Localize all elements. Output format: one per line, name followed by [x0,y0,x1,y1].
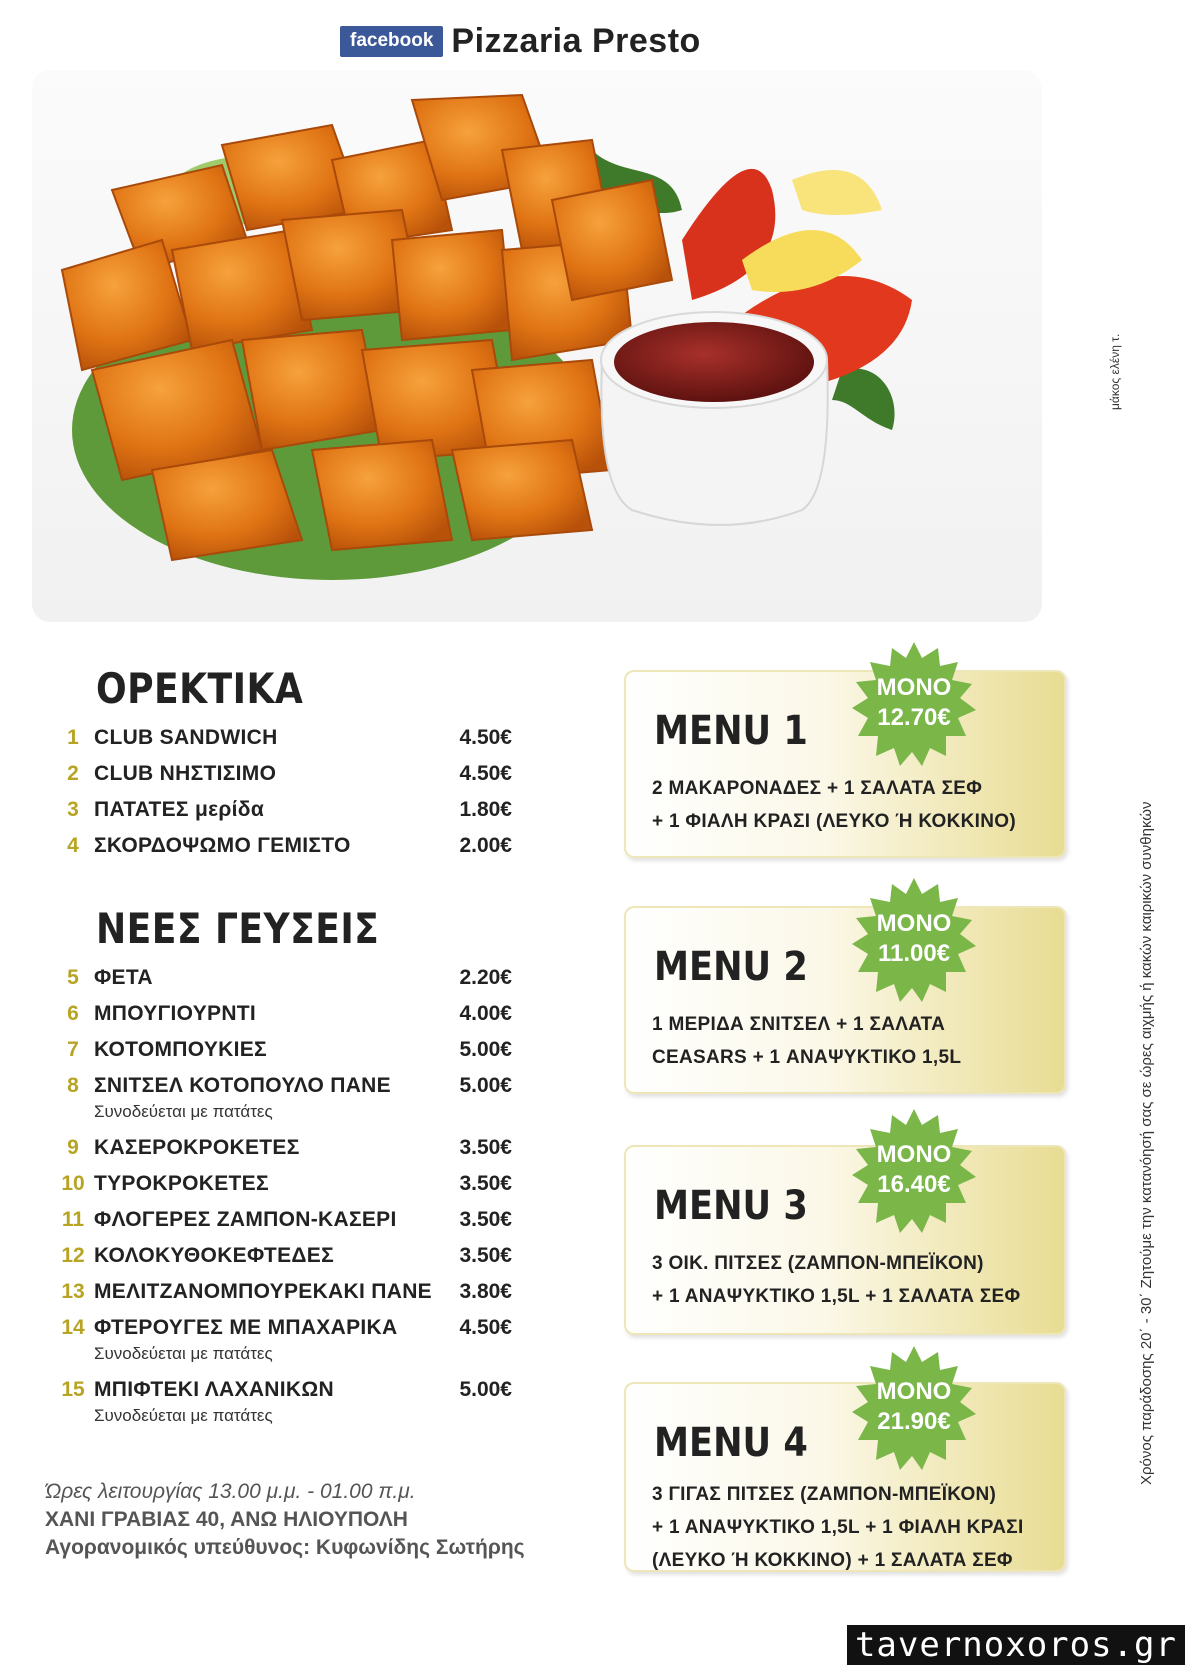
menu-line: + 1 ΑΝΑΨΥΚΤΙΚΟ 1,5L + 1 ΣΑΛΑΤΑ ΣΕΦ [652,1286,1021,1307]
item-name: CLUB ΝΗΣΤΙΣΙΜΟ [94,762,277,785]
item-name: ΦΛΟΓΕΡΕΣ ΖΑΜΠΟΝ-ΚΑΣΕΡΙ [94,1208,397,1231]
food-photo [32,70,1042,622]
price-badge [850,876,978,1004]
item-number: 5 [67,966,79,989]
menu-item [52,1074,512,1122]
chicken-nuggets-illustration [32,70,1042,622]
item-note: Συνοδεύεται με πατάτες [94,1102,273,1121]
menu-combo-1[interactable] [624,670,1066,858]
badge-price: 12.70€ [877,704,951,731]
price-badge [850,640,978,768]
menu-title: MENU 4 [654,1420,808,1466]
photo-credit: μάκος ελένη τ. [1108,333,1122,410]
item-price: 3.50€ [459,1244,512,1267]
item-name: ΚΑΣΕΡΟΚΡΟΚΕΤΕΣ [94,1136,300,1159]
item-price: 3.50€ [459,1172,512,1195]
price-badge [850,1344,978,1472]
item-price: 4.50€ [459,762,512,785]
item-price: 4.00€ [459,1002,512,1025]
menu-line: 3 ΟΙΚ. ΠΙΤΣΕΣ (ΖΑΜΠΟΝ-ΜΠΕΪΚΟΝ) [652,1253,984,1274]
item-name: ΣΚΟΡΔΟΨΩΜΟ ΓΕΜΙΣΤΟ [94,834,351,857]
menu-line: 3 ΓΙΓΑΣ ΠΙΤΣΕΣ (ΖΑΜΠΟΝ-ΜΠΕΪΚΟΝ) [652,1484,997,1505]
menu-title: MENU 2 [654,944,808,990]
menu-item [52,1136,512,1160]
item-number: 9 [67,1136,79,1159]
menu-line: (ΛΕΥΚΟ Ή ΚΟΚΚΙΝΟ) + 1 ΣΑΛΑΤΑ ΣΕΦ [652,1550,1013,1571]
item-name: ΣΝΙΤΣΕΛ ΚΟΤΟΠΟΥΛΟ ΠΑΝΕ [94,1074,391,1097]
badge-label: ΜΟΝΟ [876,1378,952,1405]
item-price: 3.80€ [459,1280,512,1303]
item-number: 7 [67,1038,79,1061]
item-price: 3.50€ [459,1208,512,1231]
item-price: 4.50€ [459,1316,512,1339]
item-name: ΤΥΡΟΚΡΟΚΕΤΕΣ [94,1172,269,1195]
header [340,22,701,61]
badge-price: 21.90€ [877,1408,951,1435]
menu-line: 1 ΜΕΡΙΔΑ ΣΝΙΤΣΕΛ + 1 ΣΑΛΑΤΑ [652,1014,946,1035]
menu-combo-4[interactable] [624,1378,1066,1572]
menu-combo-2[interactable] [624,906,1066,1094]
menu-item [52,762,512,786]
menu-combo-3[interactable] [624,1141,1066,1335]
menu-item [52,1208,512,1232]
menu-line: 2 ΜΑΚΑΡΟΝΑΔΕΣ + 1 ΣΑΛΑΤΑ ΣΕΦ [652,778,983,799]
menu-item [52,1002,512,1026]
badge-price: 16.40€ [877,1171,951,1198]
item-number: 8 [67,1074,79,1097]
footer-info [45,1478,525,1562]
facebook-badge[interactable]: facebook [340,26,443,57]
item-name: ΜΕΛΙΤΖΑΝΟΜΠΟΥΡΕΚΑΚΙ ΠΑΝΕ [94,1280,432,1303]
site-watermark[interactable]: tavernoxoros.gr [847,1625,1185,1665]
item-price: 4.50€ [459,726,512,749]
item-number: 15 [61,1378,85,1401]
menu-item [52,1280,512,1304]
address: ΧΑΝΙ ΓΡΑΒΙΑΣ 40, ΑΝΩ ΗΛΙΟΥΠΟΛΗ [45,1508,408,1531]
menu-item [52,1038,512,1062]
item-name: ΜΠΟΥΓΙΟΥΡΝΤΙ [94,1002,257,1025]
opening-hours: Ώρες λειτουργίας 13.00 μ.μ. - 01.00 π.μ. [45,1480,416,1503]
item-number: 1 [67,726,79,749]
menu-title: MENU 1 [654,708,808,754]
item-price: 5.00€ [459,1074,512,1097]
item-price: 3.50€ [459,1136,512,1159]
item-price: 5.00€ [459,1378,512,1401]
menu-description [652,772,1062,838]
menu-item [52,1316,512,1364]
badge-price: 11.00€ [877,940,951,967]
item-name: ΚΟΤΟΜΠΟΥΚΙΕΣ [94,1038,267,1061]
item-note: Συνοδεύεται με πατάτες [94,1406,273,1425]
page-title: Pizzaria Presto [451,22,701,60]
manager: Αγορανομικός υπεύθυνος: Κυφωνίδης Σωτήρης [45,1536,525,1559]
item-price: 2.00€ [459,834,512,857]
menu-line: + 1 ΦΙΑΛΗ ΚΡΑΣΙ (ΛΕΥΚΟ Ή ΚΟΚΚΙΝΟ) [652,811,1016,832]
menu-description [652,1008,1062,1074]
item-number: 2 [67,762,79,785]
menu-title: MENU 3 [654,1183,808,1229]
item-number: 4 [67,834,79,857]
menu-item [52,798,512,822]
item-name: ΜΠΙΦΤΕΚΙ ΛΑΧΑΝΙΚΩΝ [94,1378,334,1401]
menu-description [652,1247,1062,1313]
item-number: 6 [67,1002,79,1025]
item-number: 11 [61,1208,85,1231]
menu-item [52,1378,512,1426]
item-price: 1.80€ [459,798,512,821]
menu-item [52,834,512,858]
item-name: CLUB SANDWICH [94,726,278,749]
item-name: ΚΟΛΟΚΥΘΟΚΕΦΤΕΔΕΣ [94,1244,334,1267]
item-number: 14 [61,1316,85,1339]
item-price: 5.00€ [459,1038,512,1061]
item-number: 12 [61,1244,85,1267]
menu-item [52,1244,512,1268]
menu-item [52,726,512,750]
menu-line: CEASARS + 1 ΑΝΑΨΥΚΤΙΚΟ 1,5L [652,1047,962,1068]
item-number: 10 [61,1172,85,1195]
item-price: 2.20€ [459,966,512,989]
item-name: ΦΕΤΑ [94,966,153,989]
menu-line: + 1 ΑΝΑΨΥΚΤΙΚΟ 1,5L + 1 ΦΙΑΛΗ ΚΡΑΣΙ [652,1517,1024,1538]
section-title-new-flavors: ΝΕΕΣ ΓΕΥΣΕΙΣ [96,904,380,953]
menu-item [52,1172,512,1196]
menu-description [652,1478,1062,1577]
menu-item [52,966,512,990]
badge-label: ΜΟΝΟ [876,910,952,937]
price-badge [850,1107,978,1235]
delivery-note: Χρόνος παράδοσης 20΄ - 30΄ Ζητούμε την κατανόησή σας σε ώρες αιχμής ή κακών καιρικών συνθηκών [1138,801,1155,1485]
section-title-appetizers: ΟΡΕΚΤΙΚΑ [96,664,304,713]
badge-label: ΜΟΝΟ [876,1141,952,1168]
item-note: Συνοδεύεται με πατάτες [94,1344,273,1363]
item-name: ΠΑΤΑΤΕΣ μερίδα [94,798,265,821]
item-number: 3 [67,798,79,821]
badge-label: ΜΟΝΟ [876,674,952,701]
item-name: ΦΤΕΡΟΥΓΕΣ ΜΕ ΜΠΑΧΑΡΙΚΑ [94,1316,398,1339]
item-number: 13 [61,1280,85,1303]
